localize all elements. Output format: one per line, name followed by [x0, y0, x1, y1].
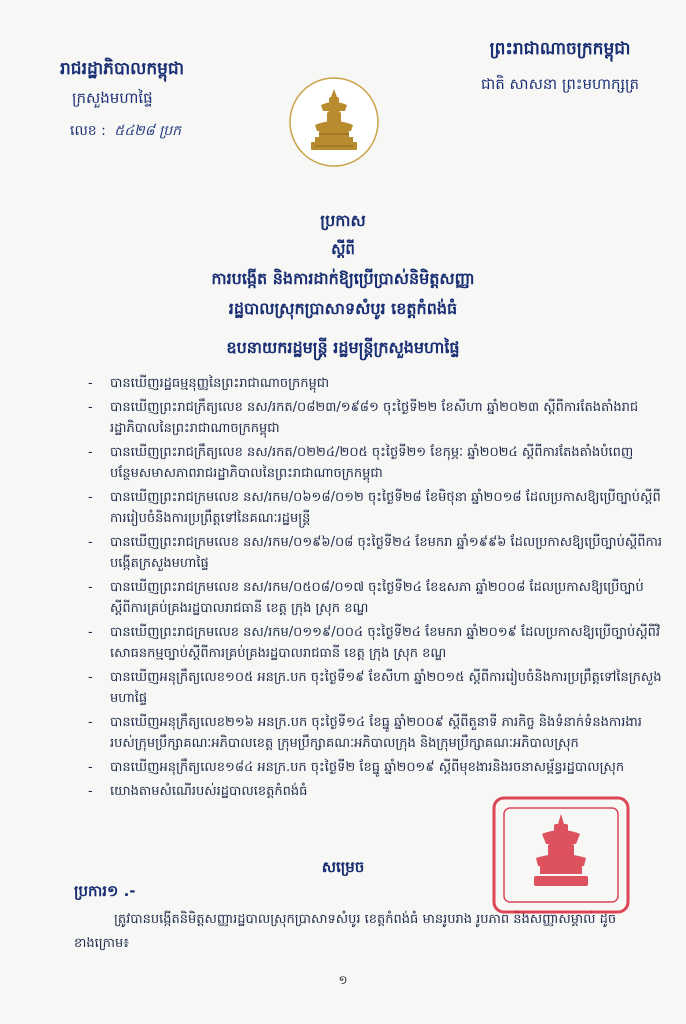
page-number: ១	[338, 973, 348, 987]
title-proclamation: ប្រកាស	[320, 211, 366, 230]
issuing-authority: ឧបនាយករដ្ឋមន្ត្រី រដ្ឋមន្ត្រីក្រសួងមហាផ្ទៃ	[226, 338, 460, 357]
title-on: ស្តីពី	[331, 240, 355, 258]
reference-number	[60, 121, 250, 142]
article-heading: ប្រការ១ .-	[74, 882, 136, 900]
reference-value: ៥៤២៨ ប្រក	[114, 123, 182, 139]
consideration-item: - បានឃើញព្រះរាជក្រមលេខ នស/រកម/០១១៩/០០៤ ចុះថ្ងៃទី២៤ ខែមករា ឆ្នាំ២០១៩ ដែលប្រកាសឱ្យប្រើច្បាប់ស្តីពីវិសោធនកម្មច្បាប់ស្តីពីការគ្រប់គ្រងរដ្ឋបាលរាជធានី ខេត្ត ក្រុង ស្រុក ខណ្ឌ	[88, 625, 661, 661]
ministry-name: ក្រសួងមហាផ្ទៃ	[72, 89, 153, 107]
kingdom-header	[460, 38, 660, 97]
consideration-item: - បានឃើញព្រះរាជក្រមលេខ នស/រកម/០៥០៨/០១៧ ចុះថ្ងៃទី២៤ ខែឧសភា ឆ្នាំ២០០៨ ដែលប្រកាសឱ្យប្រើច្បាប់ស្តីពីការគ្រប់គ្រងរដ្ឋបាលរាជធានី ខេត្ត ក្រុង ស្រុក ខណ្ឌ	[88, 580, 644, 616]
consideration-item: - បានឃើញព្រះរាជក្រឹត្យលេខ នស/រកត/០២២៤/២០៥ ចុះថ្ងៃទី២១ ខែកុម្ភៈ ឆ្នាំ២០២៤ ស្តីពីការតែងតាំងបំពេញបន្ថែមសមាសភាពរាជរដ្ឋាភិបាលនៃព្រះរាជាណាចក្រកម្ពុជា	[88, 445, 634, 481]
title-district: រដ្ឋបាលស្រុកប្រាសាទសំបូរ ខេត្តកំពង់ធំ	[228, 299, 458, 318]
consideration-item: - បានឃើញព្រះរាជក្រមលេខ នស/រកម/០១៩៦/០៨ ចុះថ្ងៃទី២៤ ខែមករា ឆ្នាំ១៩៩៦ ដែលប្រកាសឱ្យប្រើច្បាប់ស្តីពីការបង្កើតក្រសួងមហាផ្ទៃ	[88, 535, 662, 571]
document-title	[0, 210, 686, 322]
consideration-item: - បានឃើញអនុក្រឹត្យលេខ១៨៤ អនក្រ.បក ចុះថ្ងៃទី២ ខែធ្នូ ឆ្នាំ២០១៩ ស្តីពីមុខងារនិងរចនាសម្ព័ន្ធរដ្ឋបាលស្រុក	[88, 760, 625, 775]
issuer-header	[60, 58, 250, 142]
national-motto: ជាតិ សាសនា ព្រះមហាក្សត្រ	[480, 75, 640, 93]
official-seal-icon	[486, 790, 636, 920]
consideration-item: - បានឃើញអនុក្រឹត្យលេខ១០៥ អនក្រ.បក ចុះថ្ងៃទី១៩ ខែសីហា ឆ្នាំ២០១៥ ស្តីពីការរៀបចំនិងការប្រព្រឹត្តទៅនៃក្រសួងមហាផ្ទៃ	[88, 670, 662, 706]
considerations-list	[82, 373, 662, 805]
article-body: ត្រូវបានបង្កើតនិមិត្តសញ្ញារដ្ឋបាលស្រុកប្រាសាទសំបូរ ខេត្តកំពង់ធំ មានរូបរាង រូបភាព និងសញ្ញាសម្គាល់ ដូចខាងក្រោម៖	[74, 912, 617, 951]
consideration-item: - បានឃើញព្រះរាជក្រមលេខ នស/រកម/០៦១៨/០១២ ចុះថ្ងៃទី២៨ ខែមិថុនា ឆ្នាំ២០១៨ ដែលប្រកាសឱ្យប្រើច្បាប់ស្តីពីការរៀបចំនិងការប្រព្រឹត្តទៅនៃគណៈរដ្ឋមន្ត្រី	[88, 490, 661, 526]
consideration-item: - យោងតាមសំណើរបស់រដ្ឋបាលខេត្តកំពង់ធំ	[88, 784, 308, 799]
reference-label: លេខ :	[70, 123, 106, 139]
government-name: រាជរដ្ឋាភិបាលកម្ពុជា	[60, 59, 185, 79]
decision-heading: សម្រេច	[321, 858, 365, 876]
ministry-emblem-icon	[289, 77, 379, 167]
consideration-item: - បានឃើញរដ្ឋធម្មនុញ្ញនៃព្រះរាជាណាចក្រកម្ពុជា	[88, 376, 330, 391]
consideration-item: - បានឃើញអនុក្រឹត្យលេខ២១៦ អនក្រ.បក ចុះថ្ងៃទី១៤ ខែធ្នូ ឆ្នាំ២០០៩ ស្តីពីតួនាទី ភារកិច្ច និងទំនាក់ទំនងការងាររបស់ក្រុមប្រឹក្សាគណៈអភិបាលខេត្ត ក្រុមប្រឹក្សាគណៈអភិបាលក្រុង និងក្រុមប្រឹក្សាគណៈអភិបាលស្រុក	[88, 715, 642, 751]
title-subject: ការបង្កើត និងការដាក់ឱ្យប្រើប្រាស់និមិត្តសញ្ញា	[211, 269, 475, 288]
consideration-item: - បានឃើញព្រះរាជក្រឹត្យលេខ នស/រកត/០៨២៣/១៩៨១ ចុះថ្ងៃទី២២ ខែសីហា ឆ្នាំ២០២៣ ស្តីពីការតែងតាំងរាជរដ្ឋាភិបាលនៃព្រះរាជាណាចក្រកម្ពុជា	[88, 400, 639, 436]
kingdom-name: ព្រះរាជាណាចក្រកម្ពុជា	[489, 39, 631, 59]
